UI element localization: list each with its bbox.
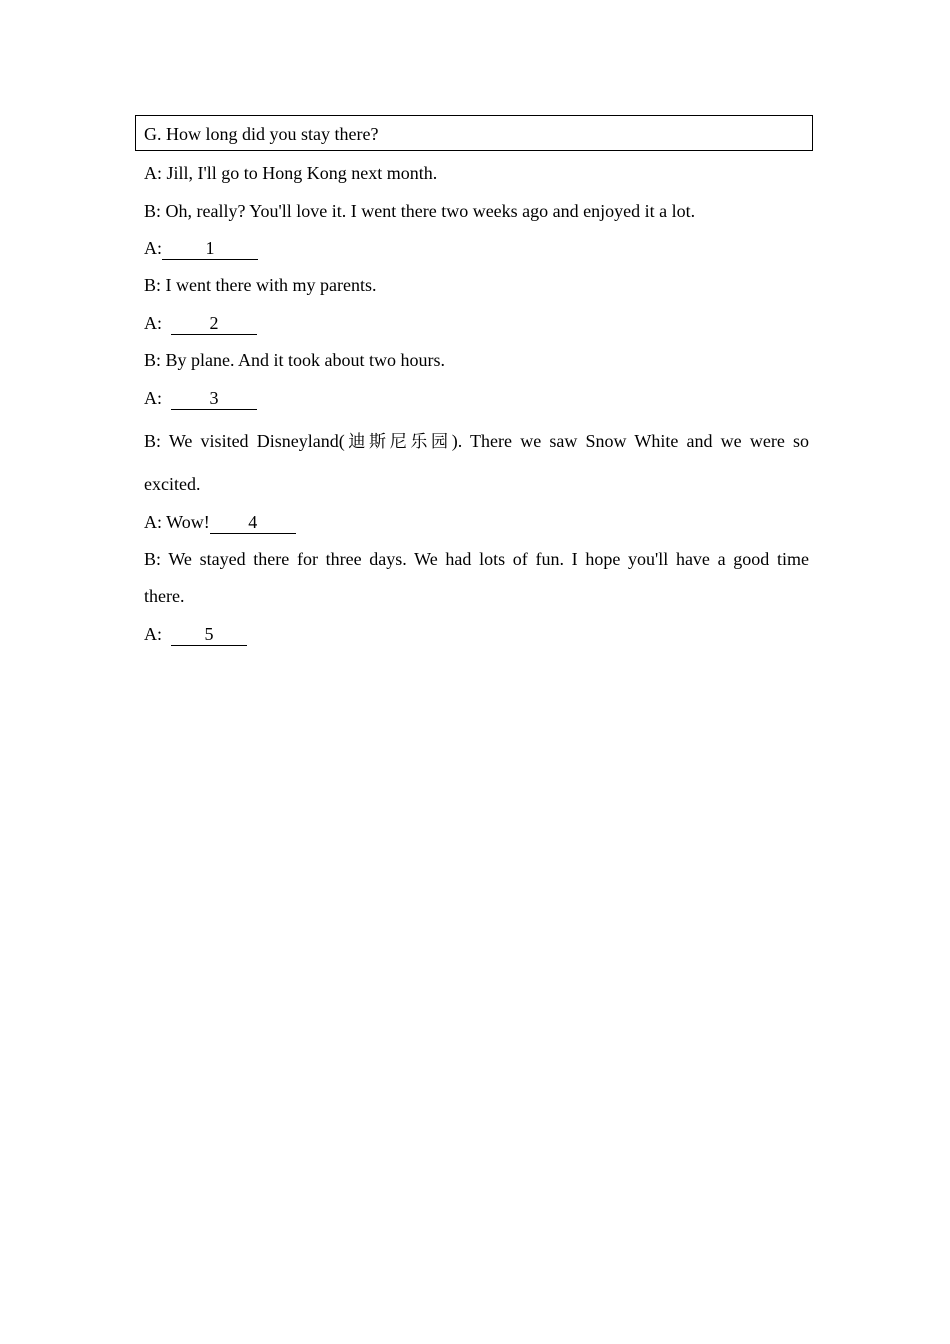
dialogue-line-12: there. (144, 586, 185, 606)
speaker-a: A: (144, 624, 162, 644)
answer-blank-3: 3 (171, 388, 257, 410)
answer-blank-4: 4 (210, 512, 296, 534)
speaker-a-wow: A: Wow! (144, 512, 210, 532)
dialogue-line-3 (144, 236, 809, 260)
answer-blank-5: 5 (171, 624, 247, 646)
dialogue-line-2: B: Oh, really? You'll love it. I went there two weeks ago and enjoyed it a lot. (144, 201, 696, 221)
dialogue-line-10 (144, 510, 809, 534)
line-8-part-2: ). There we saw Snow White and we were so (451, 431, 809, 451)
answer-blank-1: 1 (162, 238, 258, 260)
dialogue-line-13 (144, 622, 809, 646)
dialogue-line-11: B: We stayed there for three days. We had lots of fun. I hope you'll have a good time (144, 549, 809, 569)
line-8-chinese-text: 迪斯尼乐园 (344, 432, 452, 452)
option-g-box (135, 115, 813, 151)
dialogue-line-5 (144, 311, 809, 335)
dialogue-line-8 (144, 429, 809, 454)
line-8-part-1: B: We visited Disneyland( (144, 431, 345, 451)
dialogue-line-9: excited. (144, 474, 201, 494)
speaker-a: A: (144, 388, 162, 408)
dialogue-line-1: A: Jill, I'll go to Hong Kong next month. (144, 163, 438, 183)
answer-blank-2: 2 (171, 313, 257, 335)
option-g-text: G. How long did you stay there? (144, 124, 379, 144)
dialogue-line-6: B: By plane. And it took about two hours. (144, 350, 445, 370)
speaker-a: A: (144, 238, 162, 258)
speaker-a: A: (144, 313, 162, 333)
dialogue-line-4: B: I went there with my parents. (144, 275, 377, 295)
dialogue-line-7 (144, 386, 809, 410)
